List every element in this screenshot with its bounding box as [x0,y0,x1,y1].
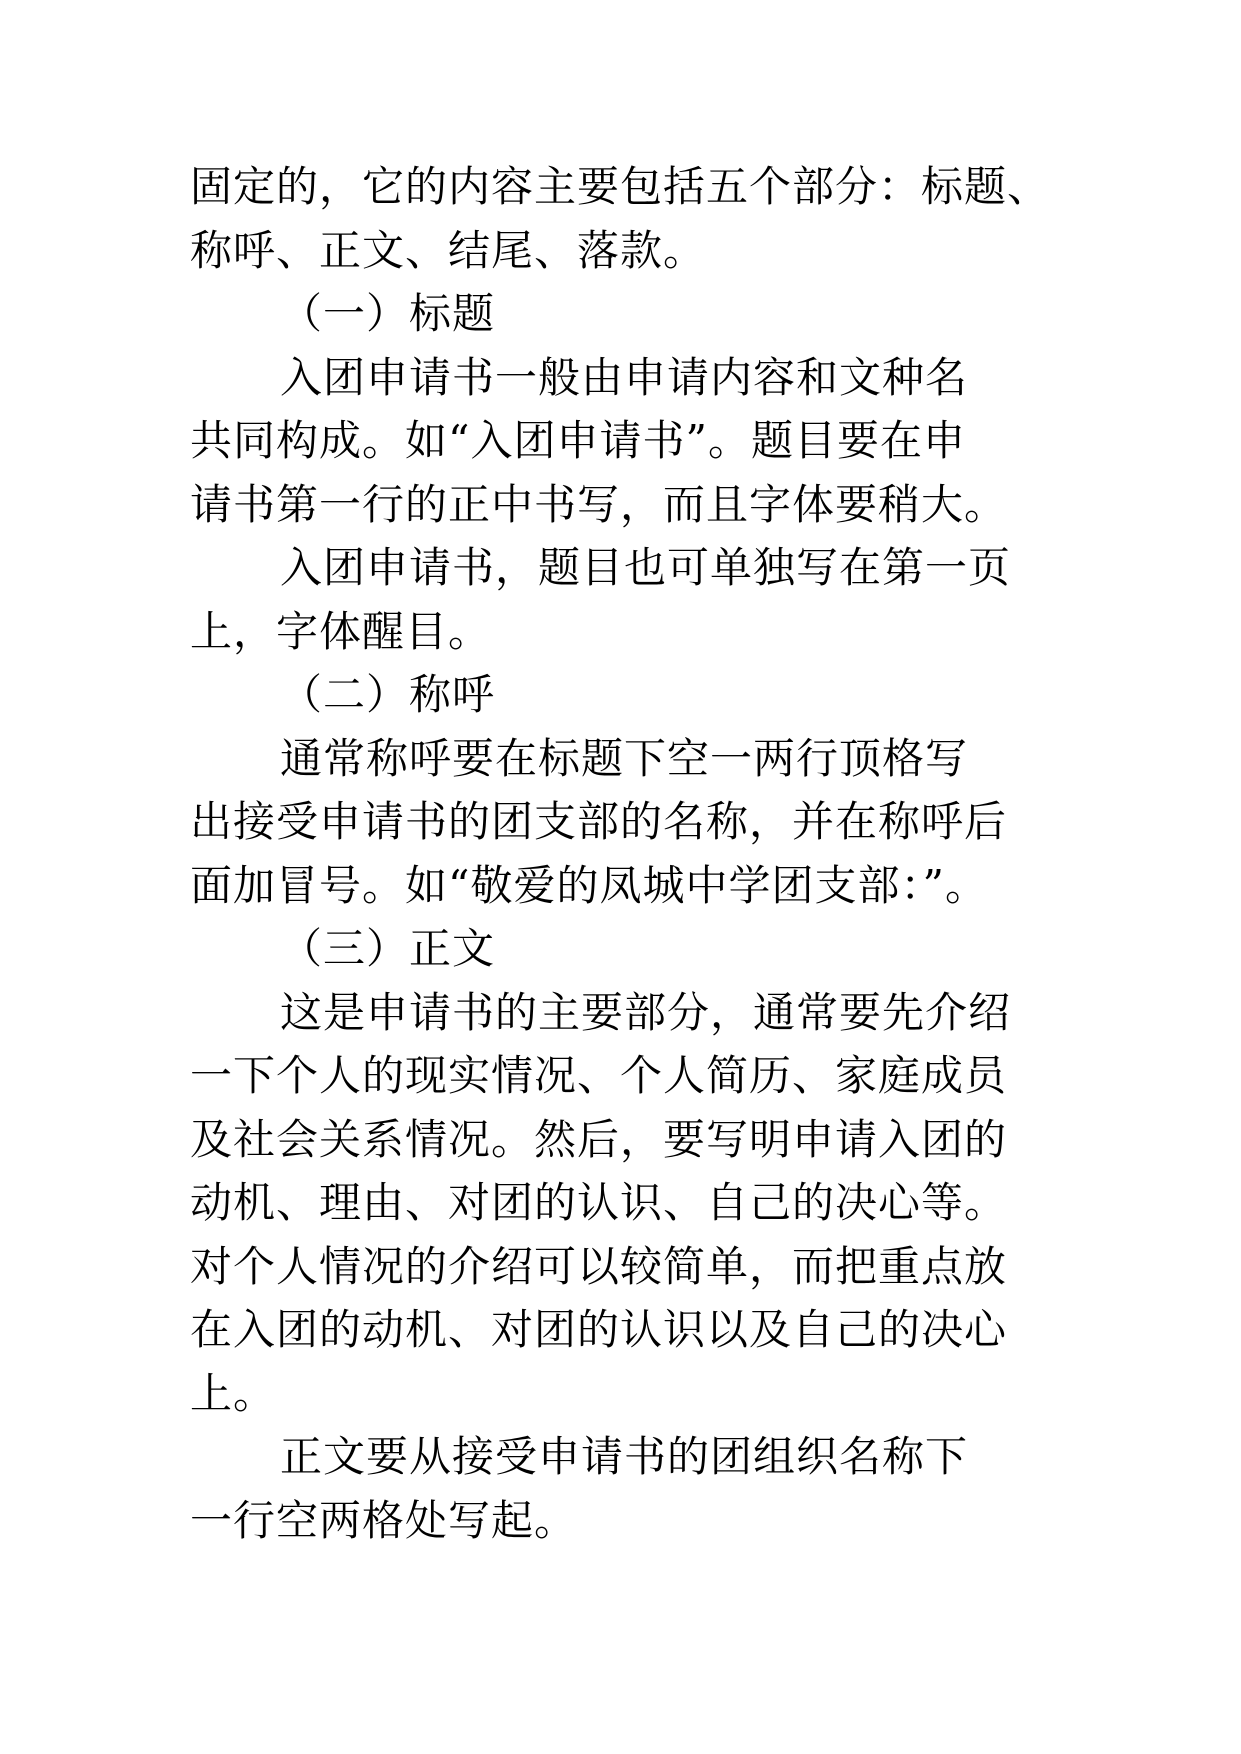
text-line: 称呼、正文、结尾、落款。 [190,226,707,275]
text-line: 一下个人的现实情况、个人简历、家庭成员 [190,1051,1008,1100]
section-heading: （三）正文 [280,924,496,973]
text-line: 固定的，它的内容主要包括五个部分：标题、 [190,162,1051,211]
text-line: 入团申请书，题目也可单独写在第一页 [280,543,1012,592]
section-heading: （一）标题 [280,289,496,338]
text-line: 一行空两格处写起。 [190,1496,578,1545]
text-line: 及社会关系情况。然后，要写明申请入团的 [190,1115,1008,1164]
text-line: 这是申请书的主要部分，通常要先介绍 [280,988,1012,1037]
text-line: 正文要从接受申请书的团组织名称下 [280,1432,969,1481]
text-line: 对个人情况的介绍可以较简单，而把重点放 [190,1242,1008,1291]
section-heading: （二）称呼 [280,670,496,719]
text-line: 请书第一行的正中书写，而且字体要稍大。 [190,480,1008,529]
text-line: 动机、理由、对团的认识、自己的决心等。 [190,1178,1008,1227]
text-line: 在入团的动机、对团的认识以及自己的决心 [190,1305,1008,1354]
text-line: 入团申请书一般由申请内容和文种名 [280,353,969,402]
text-line: 面加冒号。如“敬爱的凤城中学团支部：”。 [190,861,988,910]
text-line: 出接受申请书的团支部的名称，并在称呼后 [190,797,1008,846]
text-line: 上，字体醒目。 [190,607,492,656]
text-line: 上。 [190,1369,277,1418]
text-line: 共同构成。如“入团申请书”。题目要在申 [190,416,966,465]
text-line: 通常称呼要在标题下空一两行顶格写 [280,734,969,783]
